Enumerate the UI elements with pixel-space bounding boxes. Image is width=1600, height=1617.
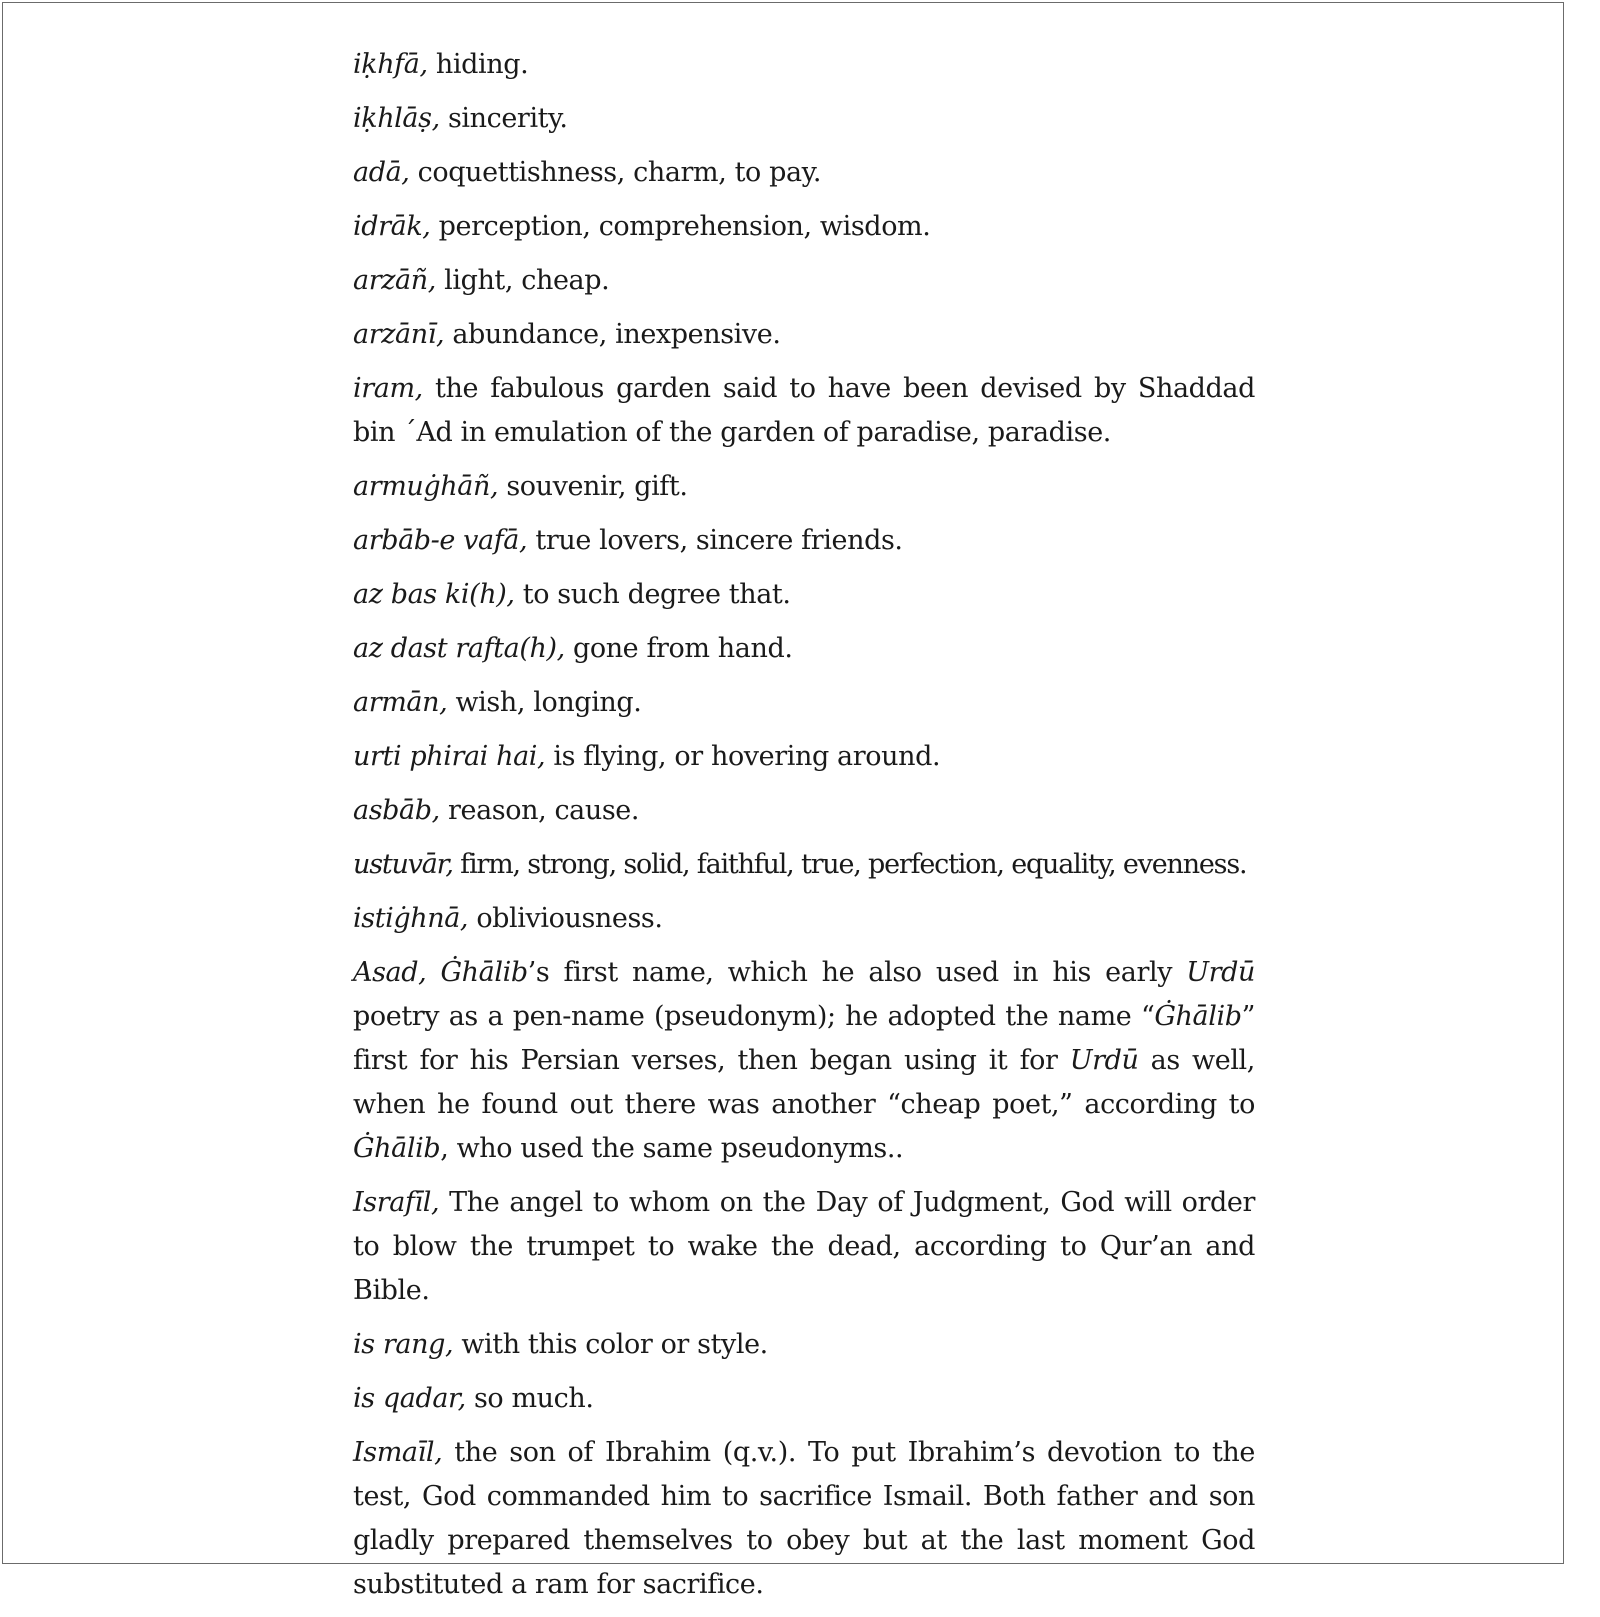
- entry-text: , who used the same pseudonyms..: [440, 1133, 904, 1164]
- entry-definition: coquettishness, charm, to pay.: [417, 157, 822, 188]
- entry-term: is qadar,: [353, 1383, 466, 1414]
- entry-italic-word: Urdū: [1069, 1045, 1139, 1076]
- entry-italic-word: Ġhālib: [353, 1133, 441, 1164]
- entry-definition: souvenir, gift.: [506, 471, 688, 502]
- entry-definition: so much.: [473, 1383, 594, 1414]
- entry-term: asbāb,: [353, 795, 440, 826]
- glossary-entry: [353, 519, 1255, 563]
- entry-term: az bas ki(h),: [353, 579, 515, 610]
- entry-term: adā,: [353, 157, 410, 188]
- entry-definition: the son of Ibrahim (q.v.). To put Ibrahim’s devotion to the test, God commanded him to sacrifice Ismail. Both father and son gladly prepared themselves to obey but at the last moment God substituted a ram for sacrifice.: [353, 1437, 1256, 1600]
- entry-definition: light, cheap.: [444, 265, 610, 296]
- entry-term: iḳhfā,: [353, 49, 428, 80]
- entry-term: Ismaīl,: [353, 1437, 443, 1468]
- entry-term: ustuvār,: [353, 849, 453, 880]
- glossary-list: [353, 43, 1255, 1617]
- glossary-entry: [353, 1377, 1255, 1421]
- glossary-entry: [353, 205, 1255, 249]
- entry-definition: The angel to whom on the Day of Judgment, God will order to blow the trumpet to wake the dead, according to Qur’an and Bible.: [353, 1187, 1256, 1306]
- glossary-entry: [353, 259, 1255, 303]
- entry-definition: firm, strong, solid, faithful, true, perfection, equality, evenness.: [460, 849, 1247, 880]
- glossary-entry: [353, 1431, 1255, 1607]
- entry-definition: sincerity.: [447, 103, 568, 134]
- glossary-entry: [353, 97, 1255, 141]
- glossary-entry: [353, 789, 1255, 833]
- entry-term: iram,: [353, 373, 423, 404]
- entry-term: arbāb-e vafā,: [353, 525, 528, 556]
- entry-term: urti phirai hai,: [353, 741, 546, 772]
- entry-term: arzāñ,: [353, 265, 436, 296]
- entry-definition: to such degree that.: [522, 579, 791, 610]
- entry-definition: the fabulous garden said to have been devised by Shaddad bin ´Ad in emulation of the garden of paradise, paradise.: [353, 373, 1255, 448]
- entry-text: ” first for his Persian verses, then began using it for: [353, 1001, 1255, 1076]
- glossary-entry: [353, 43, 1255, 87]
- entry-term: Israfīl,: [353, 1187, 440, 1218]
- entry-definition: reason, cause.: [448, 795, 640, 826]
- entry-italic-word: Ġhālib: [1154, 1001, 1242, 1032]
- entry-term: armān,: [353, 687, 448, 718]
- entry-definition: abundance, inexpensive.: [452, 319, 781, 350]
- entry-term: Asad, Ġhālib: [353, 957, 528, 988]
- glossary-entry: [353, 1323, 1255, 1367]
- glossary-entry: [353, 465, 1255, 509]
- entry-text: ’s first name, which he also used in his early: [527, 957, 1187, 988]
- glossary-entry-asad: [353, 951, 1255, 1171]
- entry-term: idrāk,: [353, 211, 431, 242]
- entry-definition: is flying, or hovering around.: [553, 741, 941, 772]
- entry-term: az dast rafta(h),: [353, 633, 565, 664]
- entry-definition: wish, longing.: [455, 687, 642, 718]
- glossary-entry: [353, 151, 1255, 195]
- glossary-entry: [353, 627, 1255, 671]
- entry-definition: hiding.: [435, 49, 529, 80]
- entry-definition: true lovers, sincere friends.: [535, 525, 903, 556]
- entry-definition: with this color or style.: [461, 1329, 768, 1360]
- glossary-entry: [353, 843, 1255, 887]
- glossary-entry: [353, 1181, 1255, 1313]
- glossary-entry: [353, 735, 1255, 779]
- document-page: [2, 2, 1564, 1600]
- entry-term: istiġhnā,: [353, 903, 469, 934]
- entry-italic-word: Urdū: [1186, 957, 1255, 988]
- entry-definition: obliviousness.: [476, 903, 663, 934]
- entry-term: iḳhlāṣ,: [353, 103, 440, 134]
- glossary-entry: [353, 897, 1255, 941]
- glossary-entry: [353, 573, 1255, 617]
- glossary-entry: [353, 367, 1255, 455]
- entry-term: arzānī,: [353, 319, 445, 350]
- entry-definition: perception, comprehension, wisdom.: [438, 211, 931, 242]
- entry-term: armuġhāñ,: [353, 471, 499, 502]
- entry-term: is rang,: [353, 1329, 454, 1360]
- glossary-entry: [353, 681, 1255, 725]
- entry-definition: gone from hand.: [572, 633, 793, 664]
- entry-text: as well, when he found out there was another “cheap poet,” according to: [353, 1045, 1255, 1120]
- glossary-entry: [353, 313, 1255, 357]
- entry-text: poetry as a pen-name (pseudonym); he adopted the name “: [353, 1001, 1155, 1032]
